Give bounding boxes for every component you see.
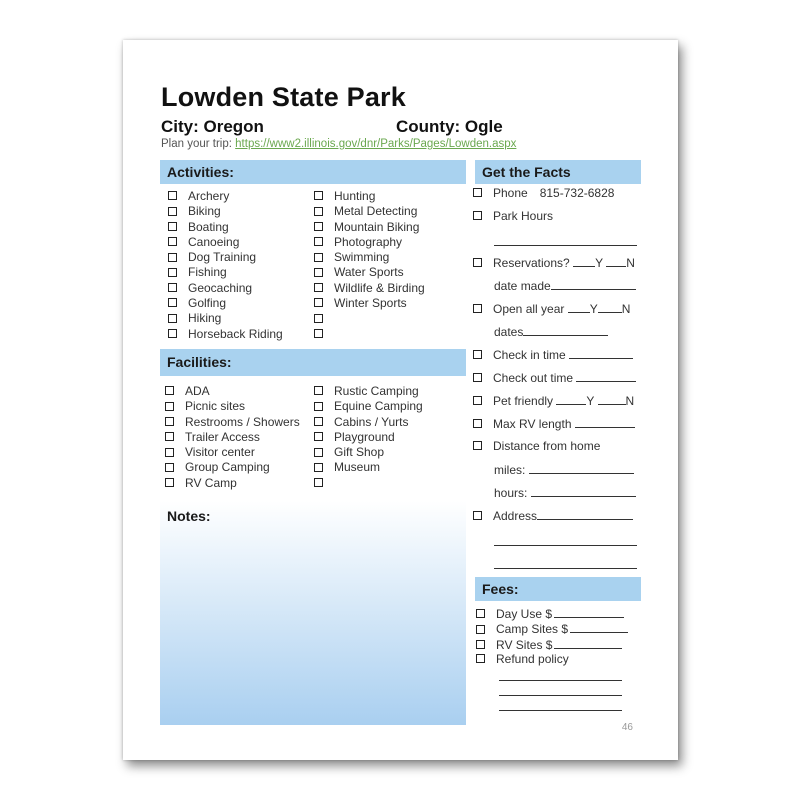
- notes-heading: Notes:: [167, 508, 211, 524]
- item-label: RV Sites $: [496, 637, 553, 652]
- item-label: Geocaching: [188, 280, 253, 295]
- item-label: Archery: [188, 189, 230, 203]
- item-label: Mountain Biking: [334, 219, 420, 234]
- list-item: [314, 384, 423, 399]
- list-item: [476, 621, 628, 636]
- fees-list: [476, 606, 628, 667]
- fact-open-all-year: Open all year Y N: [473, 301, 630, 316]
- checkbox[interactable]: [314, 478, 323, 487]
- checkbox[interactable]: [314, 432, 323, 441]
- list-item: [314, 296, 425, 311]
- checkbox[interactable]: [473, 441, 482, 450]
- list-item: [165, 476, 300, 491]
- item-label: Trailer Access: [185, 429, 260, 444]
- list-item: [165, 430, 300, 445]
- checkbox[interactable]: [314, 191, 323, 200]
- checkbox[interactable]: [473, 396, 482, 405]
- checkbox[interactable]: [165, 402, 174, 411]
- county-label: County: Ogle: [396, 117, 503, 136]
- fact-check-out: Check out time: [473, 370, 636, 385]
- item-label: Dog Training: [188, 250, 257, 265]
- list-item: [314, 220, 425, 235]
- item-label: Restrooms / Showers: [185, 414, 300, 429]
- fact-check-in: Check in time: [473, 347, 633, 362]
- item-label: Winter Sports: [334, 296, 407, 311]
- checkbox[interactable]: [314, 463, 323, 472]
- checkbox[interactable]: [165, 478, 174, 487]
- checkbox[interactable]: [314, 237, 323, 246]
- checkbox[interactable]: [168, 237, 177, 246]
- checkbox[interactable]: [314, 402, 323, 411]
- item-label: Hunting: [334, 189, 376, 203]
- city-label: City: Oregon: [161, 117, 264, 136]
- item-label: Wildlife & Birding: [334, 280, 425, 295]
- checkbox[interactable]: [314, 283, 323, 292]
- item-label: Museum: [334, 460, 381, 475]
- list-item: [165, 415, 300, 430]
- fees-header: Fees:: [475, 577, 641, 601]
- list-item: [165, 399, 300, 414]
- checkbox[interactable]: [473, 373, 482, 382]
- list-item: [168, 327, 283, 342]
- list-item: [314, 189, 425, 204]
- facts-header: Get the Facts: [475, 160, 641, 184]
- checkbox[interactable]: [165, 432, 174, 441]
- checkbox[interactable]: [476, 654, 485, 663]
- fact-park-hours: Park Hours: [473, 209, 553, 223]
- checkbox[interactable]: [314, 222, 323, 231]
- list-item: [314, 430, 423, 445]
- list-item: [314, 311, 425, 326]
- list-item: [165, 384, 300, 399]
- item-label: Hiking: [188, 311, 222, 326]
- item-label: Camp Sites $: [496, 622, 569, 637]
- item-label: Photography: [334, 234, 403, 249]
- refund-line-1[interactable]: [499, 680, 622, 681]
- park-hours-line[interactable]: [494, 245, 637, 246]
- item-label: Swimming: [334, 250, 390, 265]
- list-item: [476, 652, 628, 667]
- checkbox[interactable]: [165, 463, 174, 472]
- fact-hours: hours:: [494, 485, 636, 500]
- checkbox[interactable]: [314, 314, 323, 323]
- list-item: [314, 204, 425, 219]
- checkbox[interactable]: [168, 283, 177, 292]
- checkbox[interactable]: [168, 191, 177, 200]
- list-item: [168, 235, 283, 250]
- checkbox[interactable]: [314, 207, 323, 216]
- dates-line[interactable]: [523, 324, 608, 336]
- list-item: [314, 460, 423, 475]
- list-item: [314, 476, 423, 491]
- activities-header: Activities:: [160, 160, 466, 184]
- list-item: [314, 399, 423, 414]
- item-label: Visitor center: [185, 445, 255, 460]
- checkbox[interactable]: [476, 625, 485, 634]
- list-item: [168, 296, 283, 311]
- item-label: Golfing: [188, 296, 227, 311]
- facilities-list-right: [314, 384, 423, 491]
- checkbox[interactable]: [476, 609, 485, 618]
- checkbox[interactable]: [165, 417, 174, 426]
- refund-line-2[interactable]: [499, 695, 622, 696]
- checkbox[interactable]: [476, 640, 485, 649]
- checkbox[interactable]: [473, 211, 482, 220]
- list-item: [314, 235, 425, 250]
- list-item: [476, 606, 628, 621]
- fee-amount-line[interactable]: [554, 606, 624, 618]
- miles-line[interactable]: [529, 462, 634, 474]
- address-line-2[interactable]: [494, 545, 637, 546]
- checkbox[interactable]: [168, 329, 177, 338]
- checkbox[interactable]: [168, 314, 177, 323]
- checkbox[interactable]: [168, 268, 177, 277]
- park-website-link[interactable]: https://www2.illinois.gov/dnr/Parks/Pages/Lowden.aspx: [235, 138, 517, 150]
- facilities-list-left: [165, 384, 300, 491]
- checkbox[interactable]: [314, 417, 323, 426]
- checkbox[interactable]: [165, 386, 174, 395]
- list-item: [314, 250, 425, 265]
- checkbox[interactable]: [473, 188, 482, 197]
- facilities-header: Facilities:: [160, 349, 466, 376]
- checkbox[interactable]: [168, 253, 177, 262]
- fact-reservations: Reservations? Y N: [473, 255, 635, 270]
- hours-line[interactable]: [531, 485, 636, 497]
- item-label: RV Camp: [185, 475, 237, 490]
- fact-max-rv: Max RV length: [473, 416, 635, 431]
- checkbox[interactable]: [168, 298, 177, 307]
- checkbox[interactable]: [473, 419, 482, 428]
- list-item: [168, 204, 283, 219]
- fact-pet-friendly: Pet friendly Y N: [473, 393, 634, 408]
- address-line[interactable]: [537, 508, 633, 520]
- checkbox[interactable]: [473, 350, 482, 359]
- checkbox[interactable]: [473, 511, 482, 520]
- list-item: [476, 637, 628, 652]
- list-item: [168, 220, 283, 235]
- checkbox[interactable]: [314, 329, 323, 338]
- item-label: Metal Detecting: [334, 204, 418, 219]
- notes-area[interactable]: [160, 501, 466, 725]
- list-item: [314, 415, 423, 430]
- fact-distance: Distance from home: [473, 439, 600, 453]
- fact-address: Address: [473, 508, 633, 523]
- checkbox[interactable]: [168, 207, 177, 216]
- fee-amount-line[interactable]: [554, 637, 622, 649]
- item-label: ADA: [185, 384, 210, 398]
- item-label: Boating: [188, 219, 229, 234]
- item-label: Fishing: [188, 265, 227, 280]
- item-label: Canoeing: [188, 234, 240, 249]
- list-item: [168, 189, 283, 204]
- page-title: Lowden State Park: [161, 82, 406, 112]
- checkbox[interactable]: [314, 268, 323, 277]
- fact-phone: Phone 815-732-6828: [473, 186, 614, 200]
- fact-dates: dates: [494, 324, 608, 339]
- page-number: 46: [621, 722, 633, 733]
- item-label: Equine Camping: [334, 399, 423, 414]
- list-item: [314, 281, 425, 296]
- checkbox[interactable]: [168, 222, 177, 231]
- item-label: Rustic Camping: [334, 384, 419, 398]
- item-label: Day Use $: [496, 607, 553, 621]
- checkbox[interactable]: [314, 298, 323, 307]
- item-label: Picnic sites: [185, 399, 246, 414]
- activities-list-left: [168, 189, 283, 342]
- fee-amount-line[interactable]: [570, 621, 628, 633]
- list-item: [165, 445, 300, 460]
- list-item: [165, 460, 300, 475]
- item-label: Refund policy: [496, 651, 569, 666]
- checkbox[interactable]: [473, 258, 482, 267]
- item-label: Horseback Riding: [188, 326, 283, 341]
- checkbox[interactable]: [314, 253, 323, 262]
- list-item: [314, 265, 425, 280]
- item-label: Biking: [188, 204, 221, 219]
- list-item: [168, 281, 283, 296]
- refund-line-3[interactable]: [499, 710, 622, 711]
- fact-miles: miles:: [494, 462, 634, 477]
- checkbox[interactable]: [165, 448, 174, 457]
- plan-trip-label: Plan your trip:: [161, 138, 236, 150]
- phone-number: 815-732-6828: [539, 186, 615, 200]
- item-label: Water Sports: [334, 265, 404, 280]
- brochure-page: [123, 40, 678, 760]
- fact-date-made: date made: [494, 278, 636, 293]
- plan-trip-line: [161, 138, 516, 150]
- checkbox[interactable]: [314, 386, 323, 395]
- date-made-line[interactable]: [551, 278, 636, 290]
- list-item: [314, 327, 425, 342]
- item-label: Playground: [334, 429, 395, 444]
- checkbox[interactable]: [473, 304, 482, 313]
- item-label: Group Camping: [185, 460, 270, 475]
- list-item: [314, 445, 423, 460]
- list-item: [168, 250, 283, 265]
- list-item: [168, 311, 283, 326]
- item-label: Cabins / Yurts: [334, 414, 409, 429]
- address-line-3[interactable]: [494, 568, 637, 569]
- list-item: [168, 265, 283, 280]
- checkbox[interactable]: [314, 448, 323, 457]
- activities-list-right: [314, 189, 425, 342]
- item-label: Gift Shop: [334, 445, 385, 460]
